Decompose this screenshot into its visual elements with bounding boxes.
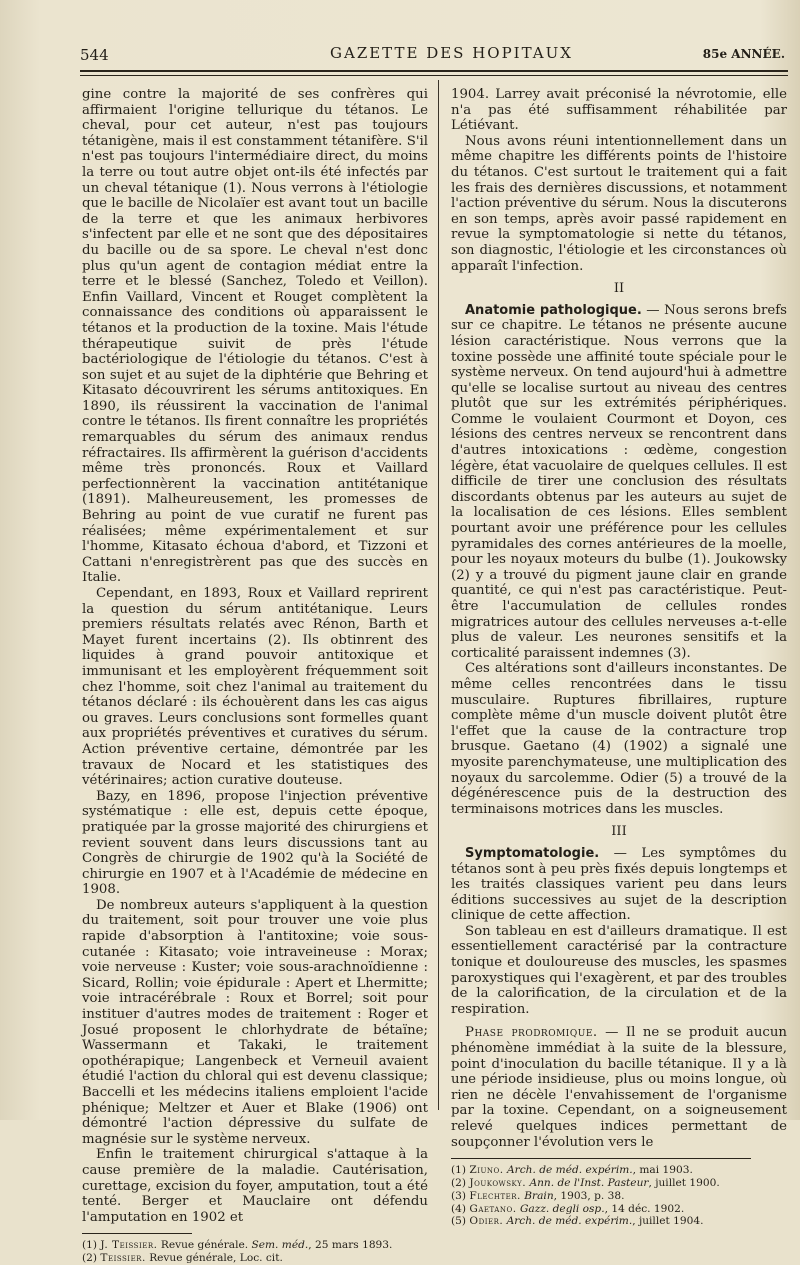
section-number: II (613, 281, 625, 297)
footnote-number: (2) (451, 1176, 467, 1189)
footnote-rest: , juillet 1904. (632, 1215, 704, 1228)
footnote (82, 1252, 428, 1265)
footnote-author: Gaetano. (469, 1202, 517, 1215)
footnote-number: (3) (451, 1189, 467, 1202)
footnote-rule (451, 1158, 751, 1159)
phase-text: — Il ne se produit aucun phénomène immédiat à la suite de la blessure, point d'inoculation du bacille tétanique. Il y a là une période insidieuse, plus ou moins longue, où rien ne décèle l'envahissement de l'organisme par la toxine. Cependant, on a soigneusement relevé quelques indices permettant de soupçonner l'évolution vers le (451, 1025, 787, 1150)
paragraph: Cependant, en 1893, Roux et Vaillard reprirent la question du sérum antitétanique. Leurs premiers résultats relatés avec Rénon, Barth et Mayet furent incertains (2). Ils obtinrent des liquides à grand pouvoir antitoxique et immunisant et les employèrent fréquemment soit chez l'homme, soit chez l'animal au traitement du tétanos déclaré : ils échouèrent dans les cas aigus ou graves. Leurs conclusions sont formelles quant aux propriétés préventives et curatives du sérum. Action préventive certaine, démontrée par les travaux de Nocard et les statistiques des vétérinaires; action curative douteuse. (82, 586, 428, 789)
footnote-journal: Arch. de méd. expérim. (506, 1215, 633, 1228)
footnote-number: (2) (82, 1252, 98, 1265)
footnote-journal: Ann. de l'Inst. Pasteur (529, 1176, 649, 1189)
footnote-text: Revue générale. (160, 1239, 249, 1252)
section-number: III (611, 824, 627, 840)
footnote-author: Teissier. (100, 1252, 146, 1265)
footnote-journal: Arch. de méd. expérim. (507, 1164, 633, 1177)
paragraph: Enfin le traitement chirurgical s'attaque à la cause première de la maladie. Cautérisation, curettage, excision du foyer, amputation, tout a été tenté. Berger et Mauclaire ont défendu l'amputation en 1902 et (82, 1147, 428, 1225)
section-title: Symptomatologie. (465, 845, 600, 861)
footnote (451, 1215, 787, 1228)
footnote (451, 1177, 787, 1190)
section-text: — Les symptômes du tétanos sont à peu près fixés depuis longtemps et les traités classiques varient peu dans leurs éditions successives au sujet de la description clinique de cette affection. (451, 845, 787, 924)
right-column (451, 87, 787, 1228)
phase-paragraph (451, 1025, 787, 1150)
section-text: — Nous serons brefs sur ce chapitre. Le tétanos ne présente aucune lésion caractéristique. Nous verrons que la toxine possède une affinité toute spéciale pour le système nerveux. On tend aujourd'hui à admettre qu'elle se localise surtout au niveau des centres plutôt que sur les extrémités périphériques. Comme le voulaient Courmont et Doyon, ces lésions des centres nerveux se rencontrent dans d'autres intoxications : œdème, congestion légère, état vacuolaire de quelques cellules. Il est difficile de tirer une conclusion des résultats discordants obtenus par les auteurs au sujet de la localisation de ces lésions. Elles semblent pourtant avoir une préférence pour les cellules pyramidales des cornes antérieures de la moelle, pour les noyaux moteurs du bulbe (1). Joukowsky (2) y a trouvé du pigment jaune clair en grande quantité, ce qui n'est pas caractéristique. Peut-être l'accumulation de cellules rondes migratrices autour des cellules nerveuses a-t-elle plus de valeur. Les neurones sensitifs et la corticalité paraissent indemnes (3). (451, 302, 788, 661)
footnote-journal: Brain (524, 1189, 554, 1202)
section-paragraph (451, 846, 787, 924)
left-column (82, 87, 428, 1265)
footnote-number: (1) (82, 1239, 98, 1252)
section-title: Anatomie pathologique. (465, 302, 642, 318)
header-rule (80, 70, 788, 72)
footnote (451, 1203, 787, 1216)
footnote-number: (5) (451, 1215, 467, 1228)
paragraph: gine contre la majorité de ses confrères qui affirmaient l'origine tellurique du tétanos. Le cheval, pour cet auteur, n'est pas toujours tétanigène, mais il est constamment tétanifère. S'il n'est pas toujours l'intermédiaire direct, du moins la terre ou tout autre objet ont-ils été infectés par un cheval tétanique (1). Nous verrons à l'étiologie que le bacille de Nicolaïer est avant tout un bacille de la terre et que les animaux herbivores s'infectent par elle et ne sont que des dépositaires du bacille ou de sa spore. Le cheval n'est donc plus qu'un agent de contagion médiat entre la terre et le blessé (Sanchez, Toledo et Veillon). Enfin Vaillard, Vincent et Rouget complètent la connaissance des conditions où apparaissent le tétanos et la production de la toxine. Mais l'étude thérapeutique suivit de près l'étude bactériologique de l'étiologie du tétanos. C'est à son sujet et au sujet de la diphtérie que Behring et Kitasato découvrirent les sérums antitoxiques. En 1890, ils réussirent la vaccination de l'animal contre le tétanos. Ils firent connaître les propriétés remarquables du sérum des animaux rendus réfractaires. Ils affirmèrent la guérison d'accidents même très prononcés. Roux et Vaillard perfectionnèrent la vaccination antitétanique (1891). Malheureusement, les promesses de Behring au point de vue curatif ne furent pas réalisées; même expérimentalement et sur l'homme, Kitasato échoua d'abord, et Tizzoni et Cattani n'enregistrèrent pas que des succès en Italie. (82, 87, 428, 586)
paragraph: De nombreux auteurs s'appliquent à la question du traitement, soit pour trouver une voie plus rapide d'absorption à l'antitoxine; voie sous-cutanée : Kitasato; voie intraveineuse : Morax; voie nerveuse : Kuster; voie sous-arachnoïdienne : Sicard, Rollin; voie épidurale : Apert et Lhermitte; voie intracérébrale : Roux et Borrel; soit pour instituer d'autres modes de traitement : Roger et Josué proposent le chlorhydrate de bétaïne; Wassermann et Takaki, le traitement opothérapique; Langenbeck et Verneuil avaient étudié l'action du chloral qui est devenu classique; Baccelli et les médecins italiens emploient l'acide phénique; Meltzer et Auer et Blake (1906) ont démontré l'action dépressive du sulfate de magnésie sur le système nerveux. (82, 897, 428, 1147)
journal-title: GAZETTE DES HOPITAUX (330, 44, 573, 62)
footnote-author: Odier. (469, 1215, 504, 1228)
footnote-journal: Gazz. degli osp. (519, 1202, 605, 1215)
paragraph: Son tableau en est d'ailleurs dramatique. Il est essentiellement caractérisé par la contracture tonique et douloureuse des muscles, les spasmes paroxystiques qui l'exagèrent, et par des troubles de la calorification, de la circulation et de la respiration. (451, 923, 787, 1017)
footnote (451, 1164, 787, 1177)
footnote-author: Ziuno. (469, 1164, 504, 1177)
year-label: 85e ANNÉE. (702, 47, 785, 61)
footnote-author: Flechter. (469, 1189, 521, 1202)
page-header (80, 44, 785, 66)
footnote-number: (1) (451, 1164, 467, 1177)
column-divider (438, 80, 439, 1110)
paragraph: Bazy, en 1896, propose l'injection préventive systématique : elle est, depuis cette époque, pratiquée par la grosse majorité des chirurgiens et revient souvent dans leurs discussions tant au Congrès de chirurgie de 1902 qu'à la Société de chirurgie en 1907 et à l'Académie de médecine en 1908. (82, 788, 428, 898)
footnote-journal: Sem. méd. (251, 1239, 309, 1252)
footnote-number: (4) (451, 1202, 467, 1215)
footnote-rest: , 14 déc. 1902. (604, 1202, 685, 1215)
header-rule-thin (80, 75, 788, 76)
section-paragraph (451, 303, 787, 662)
paragraph: 1904. Larrey avait préconisé la névrotomie, elle n'a pas été suffisamment réhabilitée par Létiévant. (451, 87, 787, 134)
footnote-text: Revue générale, Loc. cit. (149, 1252, 283, 1265)
paragraph: Ces altérations sont d'ailleurs inconstantes. De même celles rencontrées dans le tissu musculaire. Ruptures fibrillaires, rupture complète même d'un muscle doivent plutôt être l'effet que la cause de la contracture trop brusque. Gaetano (4) (1902) a signalé une myosite parenchymateuse, une multiplication des noyaux du sarcolemme. Odier (5) a trouvé de la dégénérescence puis de la destruction des terminaisons motrices dans les muscles. (451, 661, 787, 817)
footnote (451, 1190, 787, 1203)
footnote-rest: , 25 mars 1893. (308, 1239, 393, 1252)
page-number: 544 (80, 46, 109, 64)
footnote-author: Joukowsky. (469, 1176, 527, 1189)
footnote-rest: , 1903, p. 38. (553, 1189, 625, 1202)
paragraph: Nous avons réuni intentionnellement dans un même chapitre les différents points de l'histoire du tétanos. C'est surtout le traitement qui a fait les frais des dernières discussions, et notamment l'action préventive du sérum. Nous la discuterons en son temps, après avoir passé rapidement en revue la symptomatologie si nette du tétanos, son diagnostic, l'étiologie et les circonstances où apparaît l'infection. (451, 133, 787, 274)
footnote-author: J. Teissier. (100, 1239, 158, 1252)
footnote (82, 1239, 428, 1252)
phase-label: Phase prodromique. (465, 1025, 598, 1041)
footnote-rule (82, 1233, 192, 1234)
footnote-rest: , mai 1903. (632, 1164, 693, 1177)
footnote-rest: , juillet 1900. (648, 1176, 720, 1189)
